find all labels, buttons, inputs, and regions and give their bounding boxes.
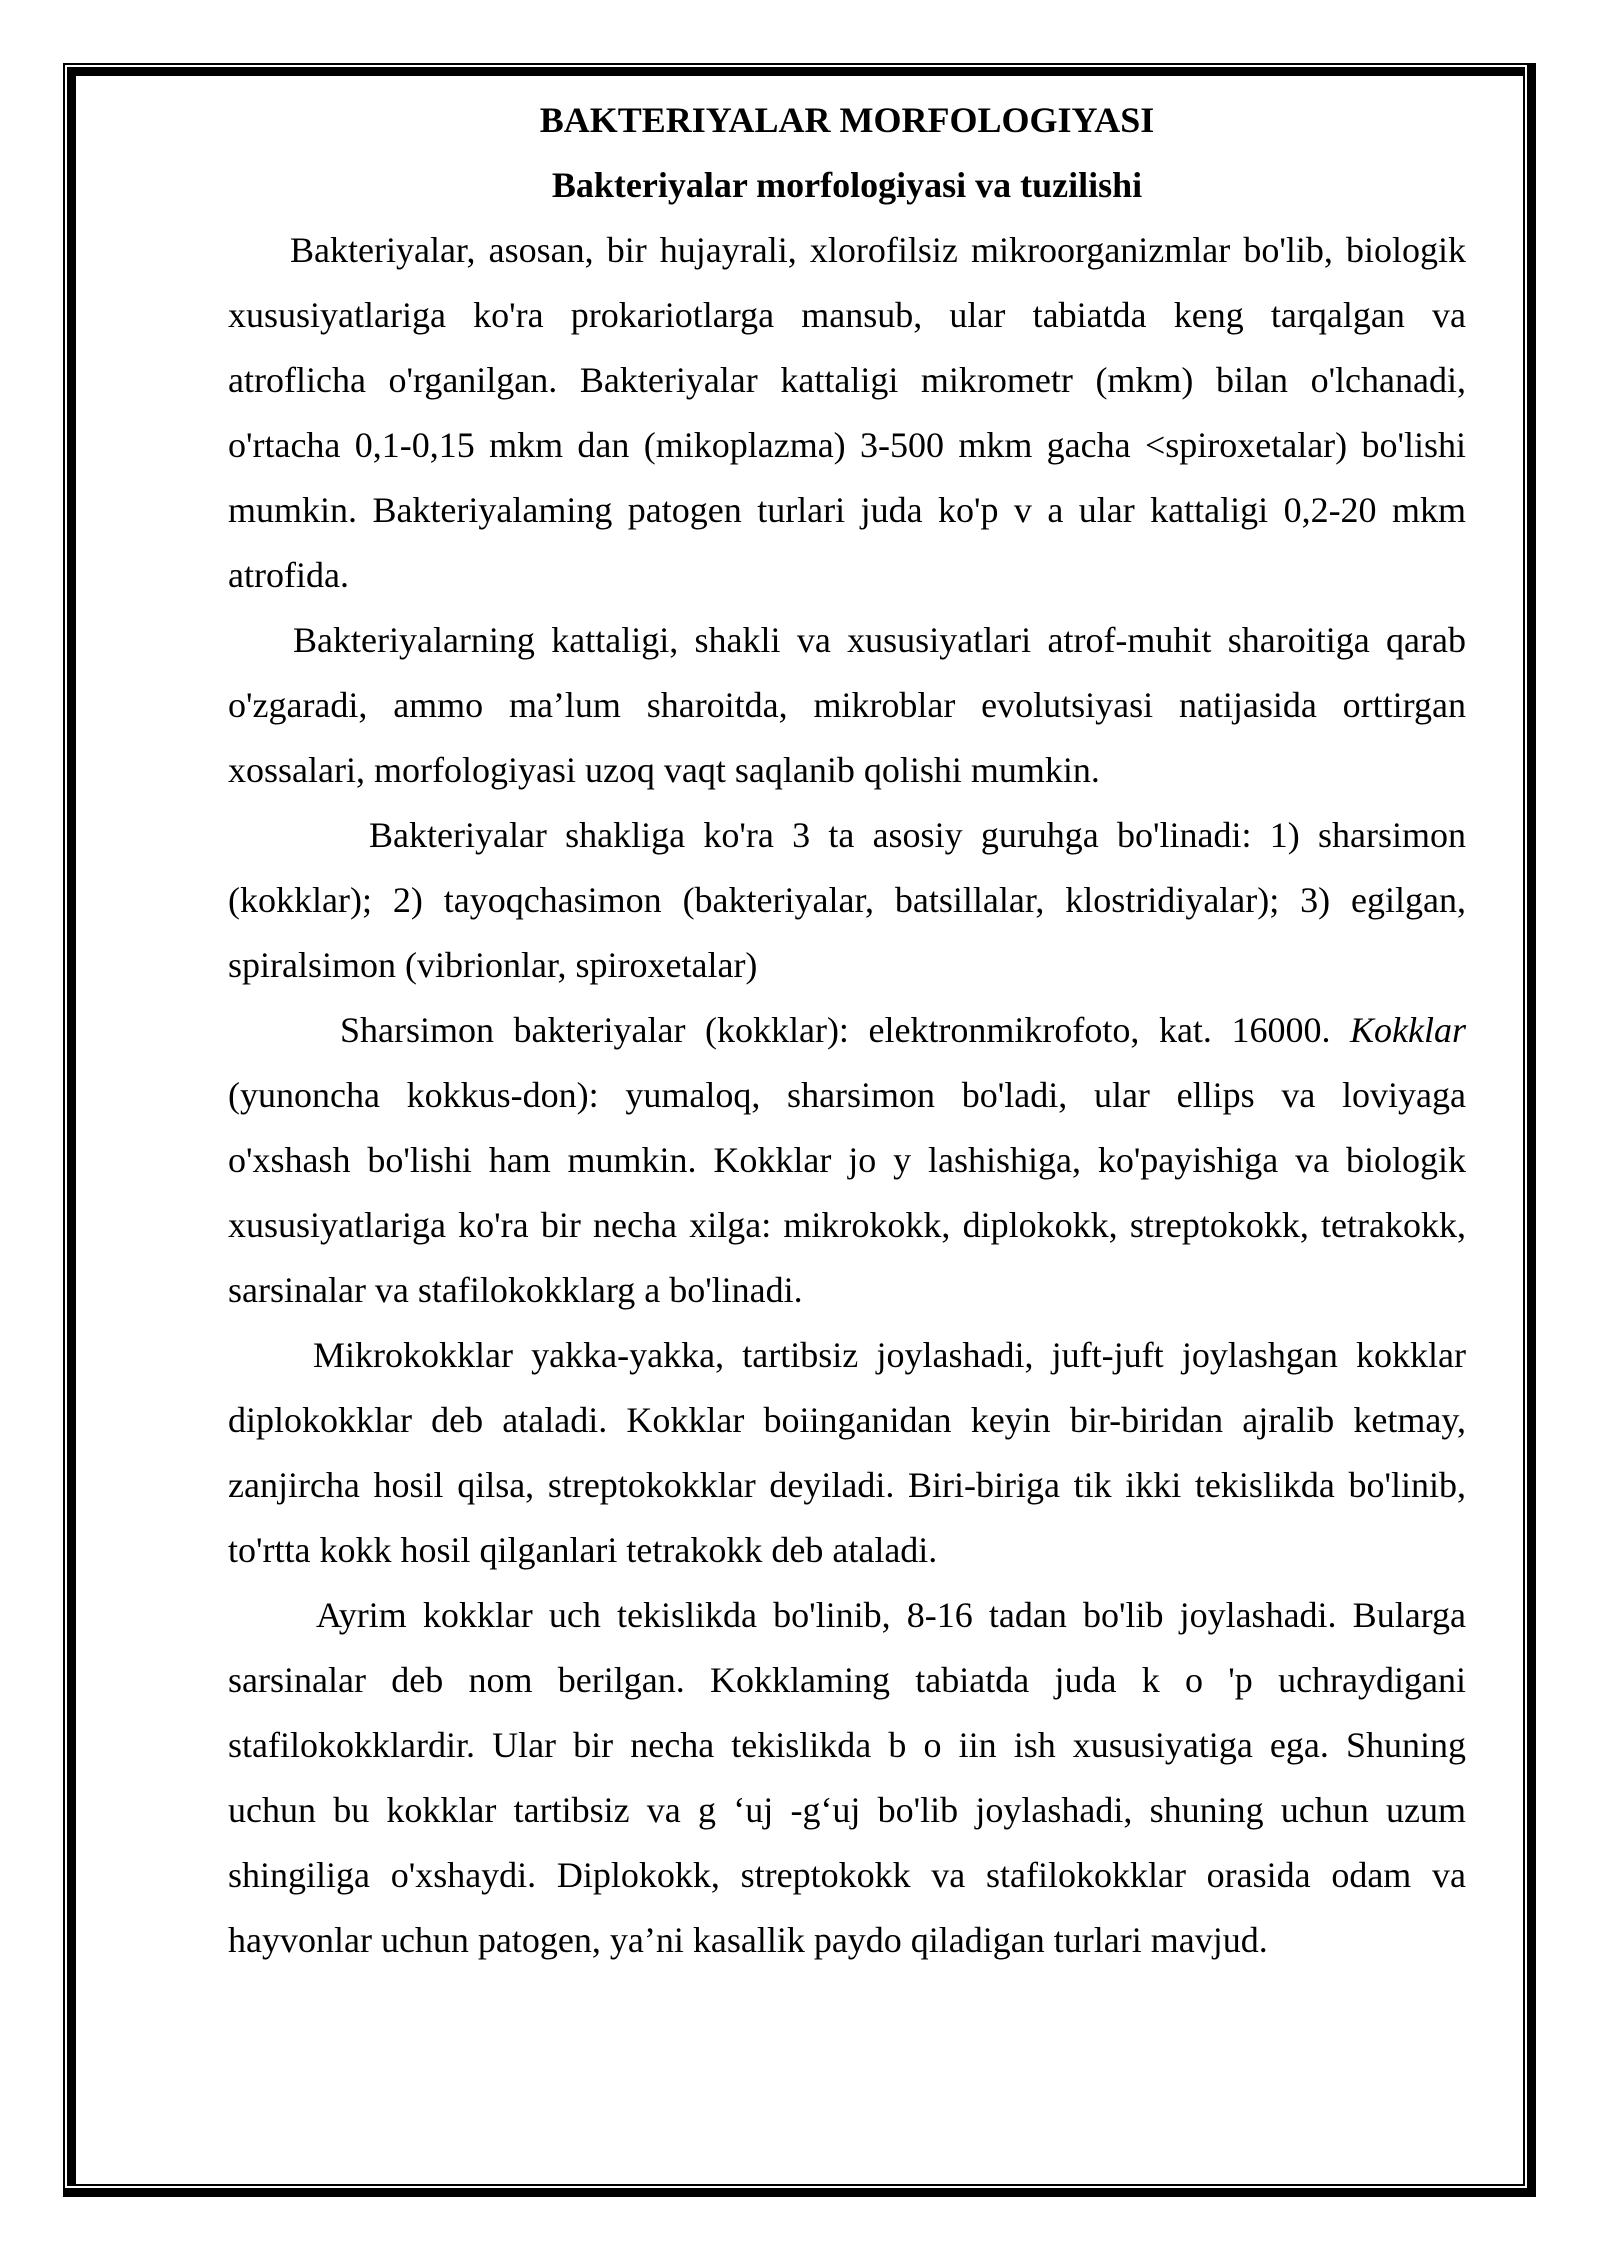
- page-border-outer: [63, 63, 1536, 2197]
- paragraph: [228, 1323, 1466, 1583]
- text-line: (kokklar); 2) tayoqchasimon (bakteriyalar, batsillalar, klostridiyalar); 3) egilgan,: [228, 880, 1466, 920]
- text-line: Mikrokokklar yakka-yakka, tartibsiz joylashadi, juft-juft joylashgan kokklar: [313, 1335, 1466, 1375]
- text-line: Ayrim kokklar uch tekislikda bo'linib, 8-16 tadan bo'lib joylashadi. Bularga: [316, 1595, 1466, 1635]
- document-body: [228, 218, 1466, 1973]
- italic-text-run: Kokklar: [1350, 1010, 1466, 1050]
- text-line: uchun bu kokklar tartibsiz va g ‘uj -g‘uj bo'lib joylashadi, shuning uchun uzum: [228, 1790, 1466, 1830]
- document-title: BAKTERIYALAR MORFOLOGIYASI: [539, 100, 1155, 140]
- text-line: atrofida.: [228, 555, 349, 595]
- text-line: Bakteriyalar shakliga ko'ra 3 ta asosiy guruhga bo'linadi: 1) sharsimon: [369, 815, 1466, 855]
- text-line: xususiyatlariga ko'ra bir necha xilga: mikrokokk, diplokokk, streptokokk, tetrakokk,: [228, 1205, 1466, 1245]
- paragraph: [228, 1583, 1466, 1973]
- text-run: Sharsimon bakteriyalar (kokklar): elektronmikrofoto, kat. 16000.: [340, 1010, 1351, 1050]
- text-line: Bakteriyalar, asosan, bir hujayrali, xlorofilsiz mikroorganizmlar bo'lib, biologik: [290, 230, 1466, 270]
- text-line: sarsinalar va stafilokokklarg a bo'linadi.: [228, 1270, 803, 1310]
- text-line: Bakteriyalarning kattaligi, shakli va xususiyatlari atrof-muhit sharoitiga qarab: [293, 620, 1466, 660]
- paragraph: [228, 608, 1466, 803]
- paragraph: [228, 218, 1466, 608]
- text-line: spiralsimon (vibrionlar, spiroxetalar): [228, 945, 758, 985]
- text-line: o'zgaradi, ammo ma’lum sharoitda, mikroblar evolutsiyasi natijasida orttirgan: [228, 685, 1466, 725]
- text-line: o'rtacha 0,1-0,15 mkm dan (mikoplazma) 3-500 mkm gacha <spiroxetalar) bo'lishi: [228, 425, 1466, 465]
- text-line: diplokokklar deb ataladi. Kokklar boiinganidan keyin bir-biridan ajralib ketmay,: [228, 1400, 1466, 1440]
- text-line: o'xshash bo'lishi ham mumkin. Kokklar jo y lashishiga, ko'payishiga va biologik: [228, 1140, 1466, 1180]
- text-line: xossalari, morfologiyasi uzoq vaqt saqlanib qolishi mumkin.: [228, 750, 1100, 790]
- text-line: mumkin. Bakteriyalaming patogen turlari juda ko'p v a ular kattaligi 0,2-20 mkm: [228, 490, 1466, 530]
- page-border-inner: [67, 67, 1525, 2186]
- text-line: to'rtta kokk hosil qilganlari tetrakokk deb ataladi.: [228, 1530, 938, 1570]
- document-subtitle: Bakteriyalar morfologiyasi va tuzilishi: [551, 165, 1143, 205]
- text-line: xususiyatlariga ko'ra prokariotlarga mansub, ular tabiatda keng tarqalgan va: [228, 295, 1466, 335]
- text-line: (yunoncha kokkus-don): yumaloq, sharsimon bo'ladi, ular ellips va loviyaga: [228, 1075, 1466, 1115]
- text-line: [228, 998, 1466, 1063]
- text-line: atroflicha o'rganilgan. Bakteriyalar kattaligi mikrometr (mkm) bilan o'lchanadi,: [228, 360, 1466, 400]
- text-line: hayvonlar uchun patogen, ya’ni kasallik paydo qiladigan turlari mavjud.: [228, 1920, 1268, 1960]
- paragraph: [228, 803, 1466, 998]
- text-line: shingiliga o'xshaydi. Diplokokk, streptokokk va stafilokokklar orasida odam va: [228, 1855, 1466, 1895]
- text-line: sarsinalar deb nom berilgan. Kokklaming tabiatda juda k o 'p uchraydigani: [228, 1660, 1466, 1700]
- page-content: [76, 76, 1523, 2184]
- text-line: stafilokokklardir. Ular bir necha tekislikda b o iin ish xususiyatiga ega. Shuning: [228, 1725, 1466, 1765]
- text-line: zanjircha hosil qilsa, streptokokklar deyiladi. Biri-biriga tik ikki tekislikda bo'linib,: [228, 1465, 1466, 1505]
- paragraph: [228, 998, 1466, 1323]
